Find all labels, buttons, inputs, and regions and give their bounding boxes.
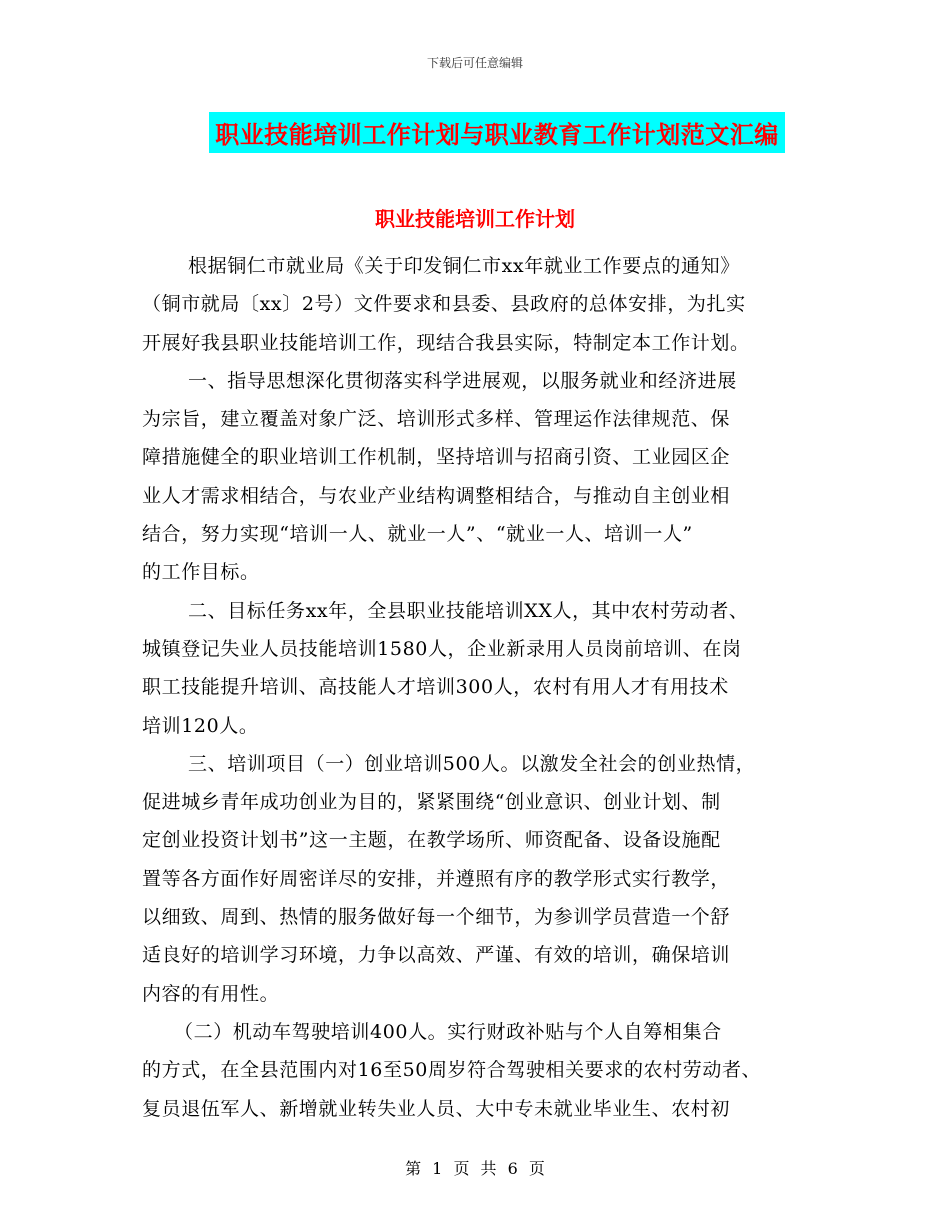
text-line: 结合，努力实现“培训一人、就业一人”、“就业一人、培训一人” bbox=[142, 523, 693, 546]
text-line: 置等各方面作好周密详尽的安排，并遵照有序的教学形式实行教学， bbox=[142, 867, 731, 890]
text-line: 城镇登记失业人员技能培训1580人，企业新录用人员岗前培训、在岗 bbox=[142, 637, 742, 660]
section-title: 职业技能培训工作计划 bbox=[375, 207, 575, 231]
text-line: 以细致、周到、热情的服务做好每一个细节，为参训学员营造一个舒 bbox=[142, 906, 731, 929]
text-line: 适良好的培训学习环境，力争以高效、严谨、有效的培训，确保培训 bbox=[142, 944, 731, 967]
text-line: 培训120人。 bbox=[142, 714, 259, 737]
text-line: （二）机动车驾驶培训400人。实行财政补贴与个人自筹相集合 bbox=[174, 1020, 722, 1043]
main-title: 职业技能培训工作计划与职业教育工作计划范文汇编 bbox=[209, 112, 785, 153]
header-note: 下载后可任意编辑 bbox=[426, 56, 523, 70]
text-line: 的方式，在全县范围内对16至50周岁符合驾驶相关要求的农村劳动者、 bbox=[142, 1059, 762, 1082]
text-line: 为宗旨，建立覆盖对象广泛、培训形式多样、管理运作法律规范、保 bbox=[142, 408, 731, 431]
text-line: （铜市就局〔xx〕2号）文件要求和县委、县政府的总体安排，为扎实 bbox=[142, 293, 746, 316]
text-line: 业人才需求相结合，与农业产业结构调整相结合，与推动自主创业相 bbox=[142, 484, 731, 507]
text-line: 开展好我县职业技能培训工作，现结合我县实际，特制定本工作计划。 bbox=[142, 331, 750, 354]
text-line: 一、指导思想深化贯彻落实科学进展观，以服务就业和经济进展 bbox=[188, 369, 737, 392]
text-line: 定创业投资计划书”这一主题，在教学场所、师资配备、设备设施配 bbox=[142, 829, 721, 852]
text-line: 三、培训项目（一）创业培训500人。以激发全社会的创业热情， bbox=[188, 752, 756, 775]
page-footer: 第 1 页 共 6 页 bbox=[405, 1159, 545, 1178]
main-title-wrap bbox=[0, 112, 950, 153]
text-line: 根据铜仁市就业局《关于印发铜仁市xx年就业工作要点的通知》 bbox=[188, 255, 740, 277]
text-line: 障措施健全的职业培训工作机制，坚持培训与招商引资、工业园区企 bbox=[142, 446, 731, 469]
text-line: 内容的有用性。 bbox=[142, 982, 280, 1005]
text-line: 促进城乡青年成功创业为目的，紧紧围绕“创业意识、创业计划、制 bbox=[142, 791, 721, 814]
text-line: 的工作目标。 bbox=[142, 561, 260, 584]
body-text bbox=[142, 247, 822, 1128]
text-line: 复员退伍军人、新增就业转失业人员、大中专未就业毕业生、农村初 bbox=[142, 1097, 731, 1120]
text-line: 二、目标任务xx年，全县职业技能培训XX人，其中农村劳动者、 bbox=[188, 599, 749, 622]
text-line: 职工技能提升培训、高技能人才培训300人，农村有用人才有用技术 bbox=[142, 676, 729, 699]
